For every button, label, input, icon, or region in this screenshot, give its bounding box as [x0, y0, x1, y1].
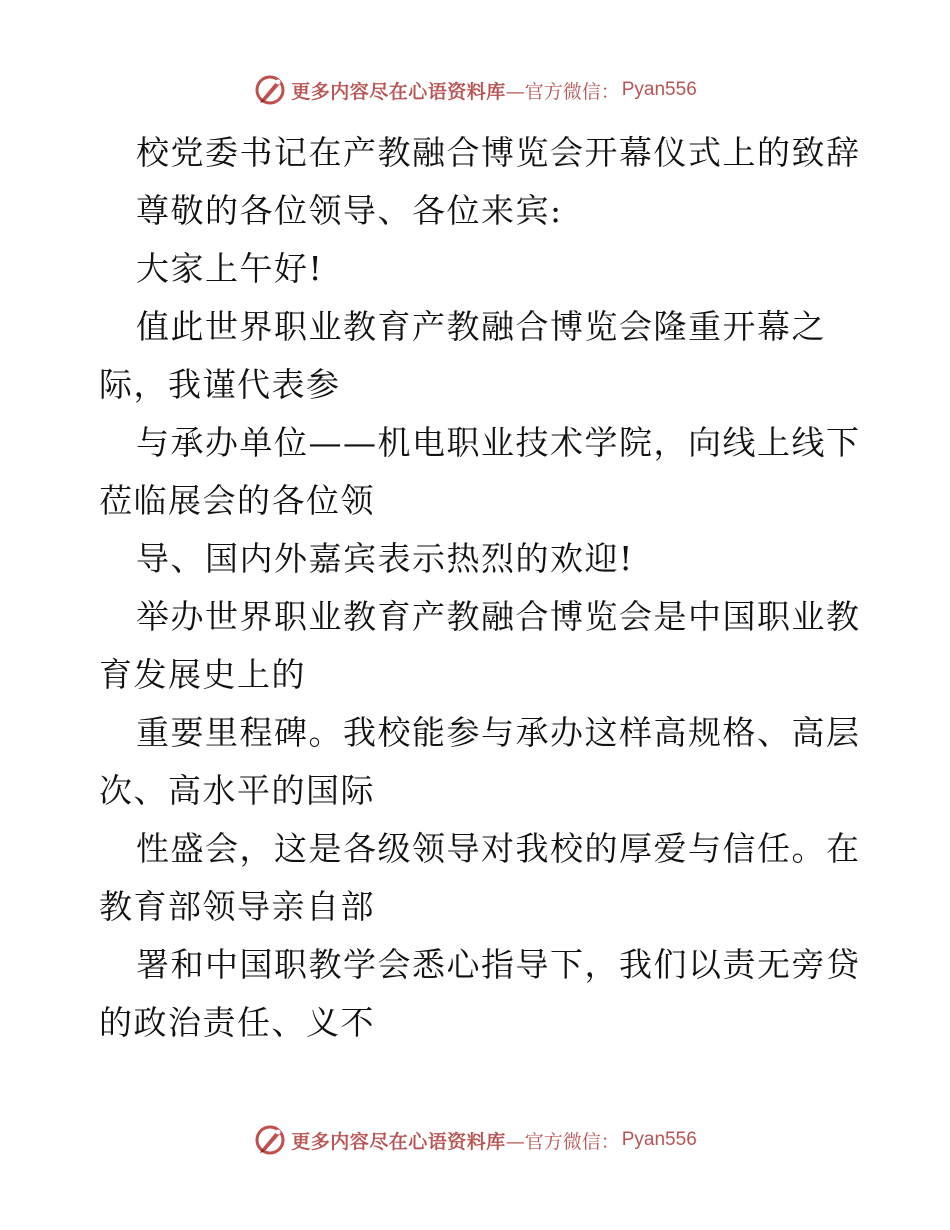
- document-body: [99, 124, 859, 1052]
- greeting-line: 大家上午好!: [136, 249, 324, 288]
- paragraph-line: 的政治责任、义不: [99, 1003, 375, 1042]
- paragraph-line: 性盛会，这是各级领导对我校的厚爱与信任。在: [136, 829, 861, 868]
- quill-pen-logo-icon: [253, 73, 287, 107]
- banner-official-text: —官方微信：: [505, 1130, 620, 1153]
- paragraph-line: 署和中国职教学会悉心指导下，我们以责无旁贷: [136, 945, 861, 984]
- document-title: 校党委书记在产教融合博览会开幕仪式上的致辞: [136, 133, 861, 172]
- banner-official-text: —官方微信：: [505, 80, 620, 103]
- paragraph-line: 莅临展会的各位领: [99, 481, 375, 520]
- paragraph-line: 与承办单位——机电职业技术学院，向线上线下: [136, 423, 861, 462]
- paragraph-line: 举办世界职业教育产教融合博览会是中国职业教: [136, 597, 861, 636]
- paragraph-line: 导、国内外嘉宾表示热烈的欢迎!: [136, 539, 634, 578]
- footer-banner: [0, 1120, 950, 1160]
- header-banner: [0, 70, 950, 110]
- banner-wechat-id: Pyan556: [621, 79, 697, 100]
- banner-brand-text: 更多内容尽在心语资料库: [291, 1130, 506, 1153]
- paragraph-line: 际，我谨代表参: [99, 365, 341, 404]
- paragraph-line: 教育部领导亲自部: [99, 887, 375, 926]
- banner-brand-text: 更多内容尽在心语资料库: [291, 80, 506, 103]
- paragraph-line: 育发展史上的: [99, 655, 306, 694]
- salutation-line: 尊敬的各位领导、各位来宾:: [136, 191, 563, 230]
- paragraph-line: 值此世界职业教育产教融合博览会隆重开幕之: [136, 307, 826, 346]
- banner-wechat-id: Pyan556: [621, 1129, 697, 1150]
- paragraph-line: 次、高水平的国际: [99, 771, 375, 810]
- quill-pen-logo-icon: [253, 1123, 287, 1157]
- paragraph-line: 重要里程碑。我校能参与承办这样高规格、高层: [136, 713, 861, 752]
